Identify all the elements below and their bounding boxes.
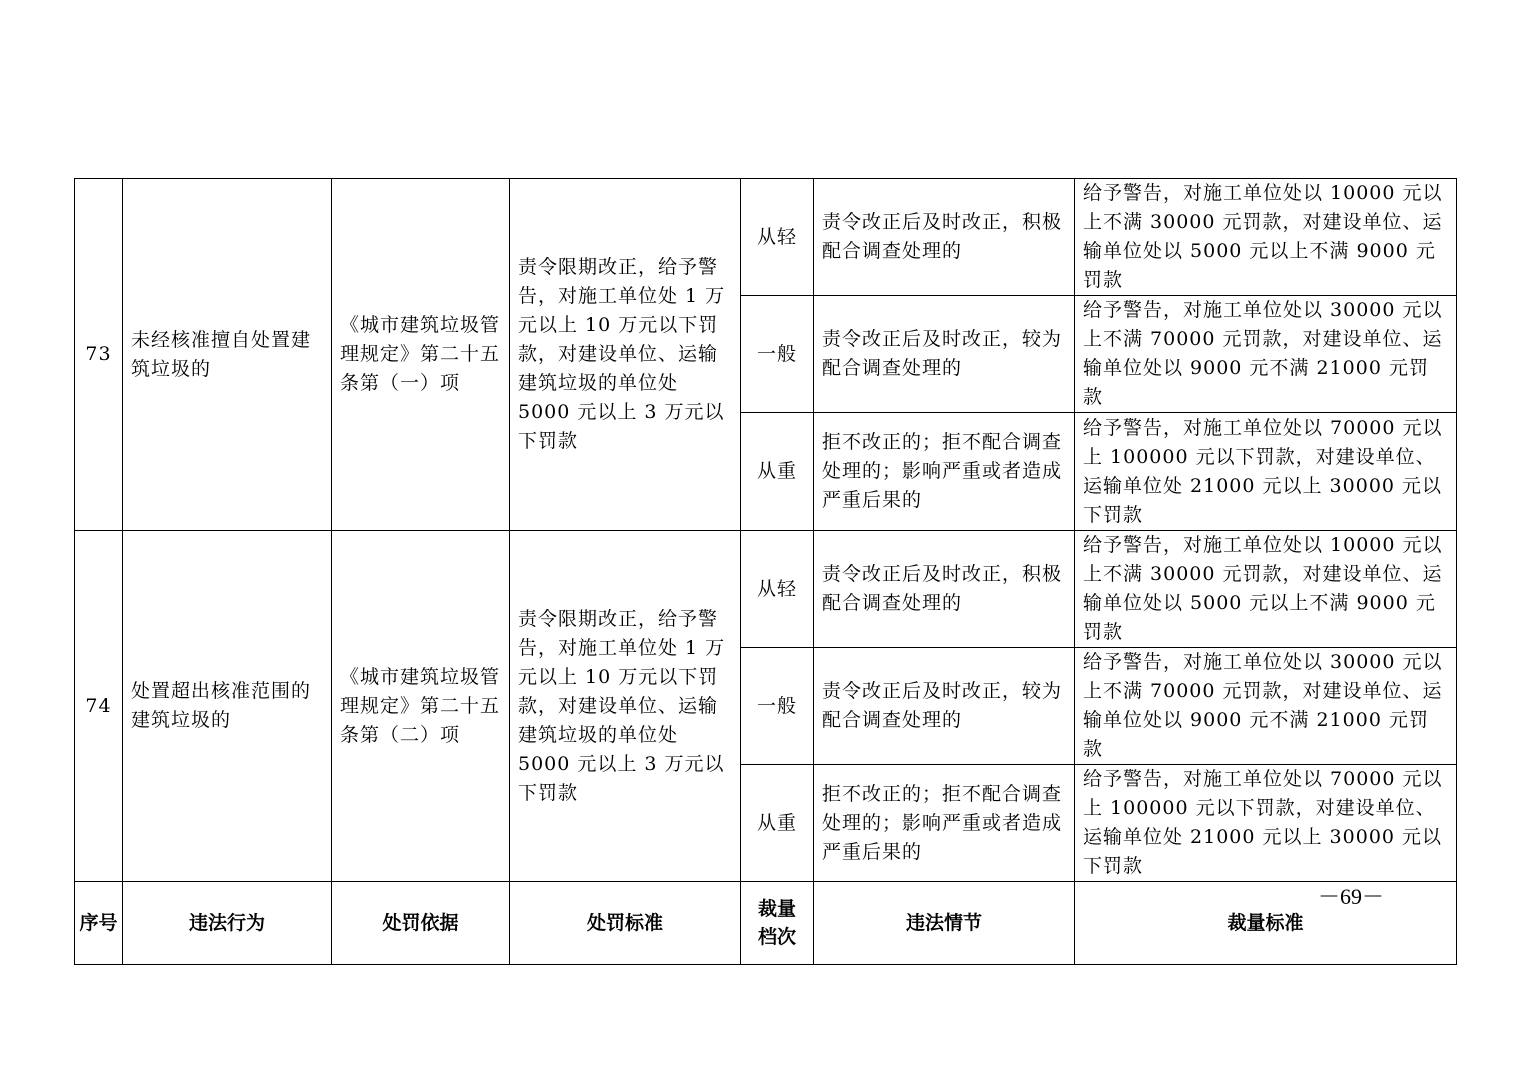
header-standard: 处罚标准 [510,882,741,965]
discretion-standard: 给予警告，对施工单位处以 30000 元以上不满 70000 元罚款，对建设单位、运输单位处以 9000 元不满 21000 元罚款 [1075,648,1457,765]
discretion-level: 一般 [741,296,814,413]
discretion-level: 从轻 [741,179,814,296]
penalty-basis: 《城市建筑垃圾管理规定》第二十五条第（一）项 [332,179,510,531]
discretion-level: 从重 [741,413,814,531]
table-row [75,179,1457,296]
violation-behavior: 未经核准擅自处置建筑垃圾的 [123,179,332,531]
discretion-level: 一般 [741,648,814,765]
discretion-standard: 给予警告，对施工单位处以 70000 元以上 100000 元以下罚款，对建设单位、运输单位处 21000 元以上 30000 元以下罚款 [1075,765,1457,882]
table-header-row [75,882,1457,965]
header-discretion: 裁量标准 [1075,882,1457,965]
discretion-standard: 给予警告，对施工单位处以 10000 元以上不满 30000 元罚款，对建设单位、运输单位处以 5000 元以上不满 9000 元罚款 [1075,531,1457,648]
header-level: 裁量档次 [741,882,814,965]
violation-circumstance: 责令改正后及时改正，积极配合调查处理的 [814,531,1075,648]
row-number: 73 [75,179,123,531]
discretion-level: 从轻 [741,531,814,648]
discretion-level: 从重 [741,765,814,882]
page-number: －69－ [1318,884,1385,909]
violation-circumstance: 责令改正后及时改正，较为配合调查处理的 [814,648,1075,765]
header-behavior: 违法行为 [123,882,332,965]
discretion-table [74,178,1457,965]
discretion-standard: 给予警告，对施工单位处以 10000 元以上不满 30000 元罚款，对建设单位、运输单位处以 5000 元以上不满 9000 元罚款 [1075,179,1457,296]
penalty-standard: 责令限期改正，给予警告，对施工单位处 1 万元以上 10 万元以下罚款，对建设单位、运输建筑垃圾的单位处 5000 元以上 3 万元以下罚款 [510,179,741,531]
header-num: 序号 [75,882,123,965]
penalty-standard: 责令限期改正，给予警告，对施工单位处 1 万元以上 10 万元以下罚款，对建设单位、运输建筑垃圾的单位处 5000 元以上 3 万元以下罚款 [510,531,741,882]
violation-circumstance: 责令改正后及时改正，较为配合调查处理的 [814,296,1075,413]
violation-circumstance: 拒不改正的；拒不配合调查处理的；影响严重或者造成严重后果的 [814,413,1075,531]
discretion-standard: 给予警告，对施工单位处以 30000 元以上不满 70000 元罚款，对建设单位、运输单位处以 9000 元不满 21000 元罚款 [1075,296,1457,413]
table-row [75,531,1457,648]
row-number: 74 [75,531,123,882]
violation-circumstance: 责令改正后及时改正，积极配合调查处理的 [814,179,1075,296]
discretion-standard: 给予警告，对施工单位处以 70000 元以上 100000 元以下罚款，对建设单位、运输单位处 21000 元以上 30000 元以下罚款 [1075,413,1457,531]
violation-circumstance: 拒不改正的；拒不配合调查处理的；影响严重或者造成严重后果的 [814,765,1075,882]
violation-behavior: 处置超出核准范围的建筑垃圾的 [123,531,332,882]
header-circumstance: 违法情节 [814,882,1075,965]
header-basis: 处罚依据 [332,882,510,965]
penalty-basis: 《城市建筑垃圾管理规定》第二十五条第（二）项 [332,531,510,882]
